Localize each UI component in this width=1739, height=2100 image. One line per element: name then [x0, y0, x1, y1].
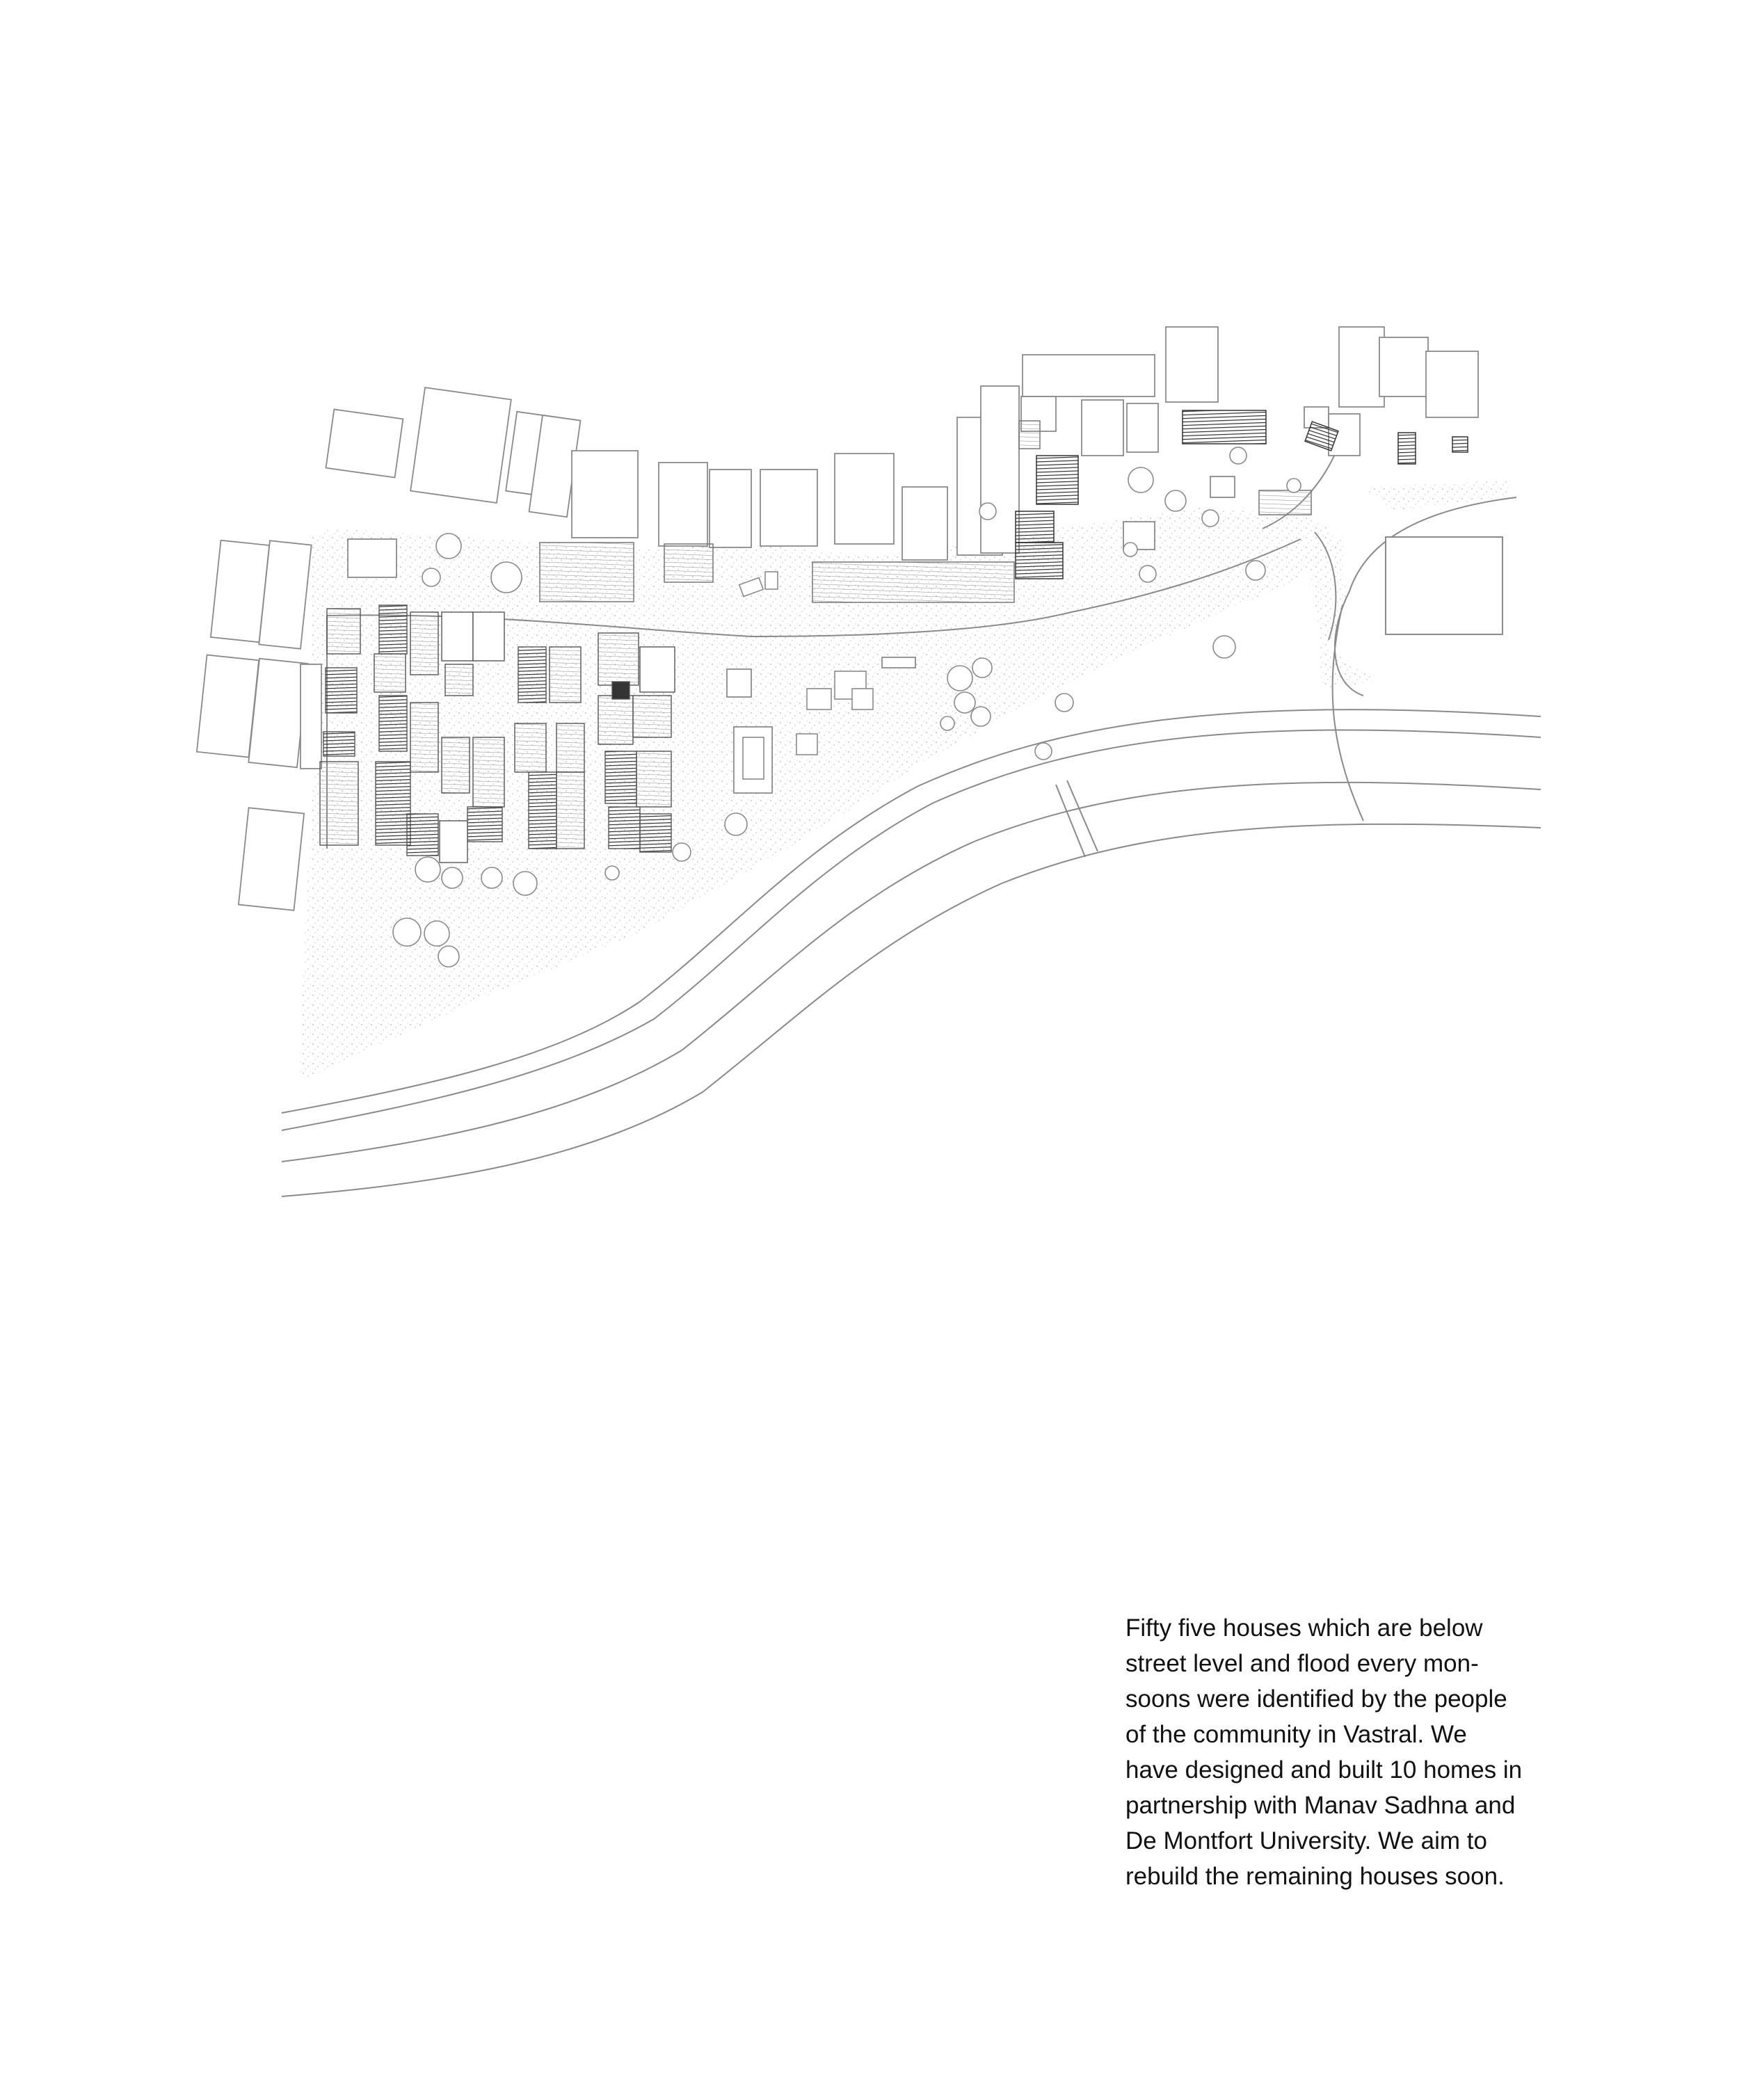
large-compound — [1386, 537, 1502, 634]
caption-line-3: soons were identified by the people — [1125, 1685, 1507, 1713]
caption-line-2: street level and flood every mon- — [1125, 1650, 1479, 1677]
caption-line-8: rebuild the remaining houses soon. — [1125, 1863, 1505, 1890]
caption-line-5: have designed and built 10 homes in — [1125, 1756, 1523, 1784]
project-caption — [1125, 1610, 1557, 1894]
caption-line-7: De Montfort University. We aim to — [1125, 1827, 1487, 1854]
caption-line-6: partnership with Manav Sadhna and — [1125, 1792, 1516, 1819]
caption-line-1: Fifty five houses which are below — [1125, 1614, 1483, 1642]
caption-line-4: of the community in Vastral. We — [1125, 1721, 1467, 1748]
